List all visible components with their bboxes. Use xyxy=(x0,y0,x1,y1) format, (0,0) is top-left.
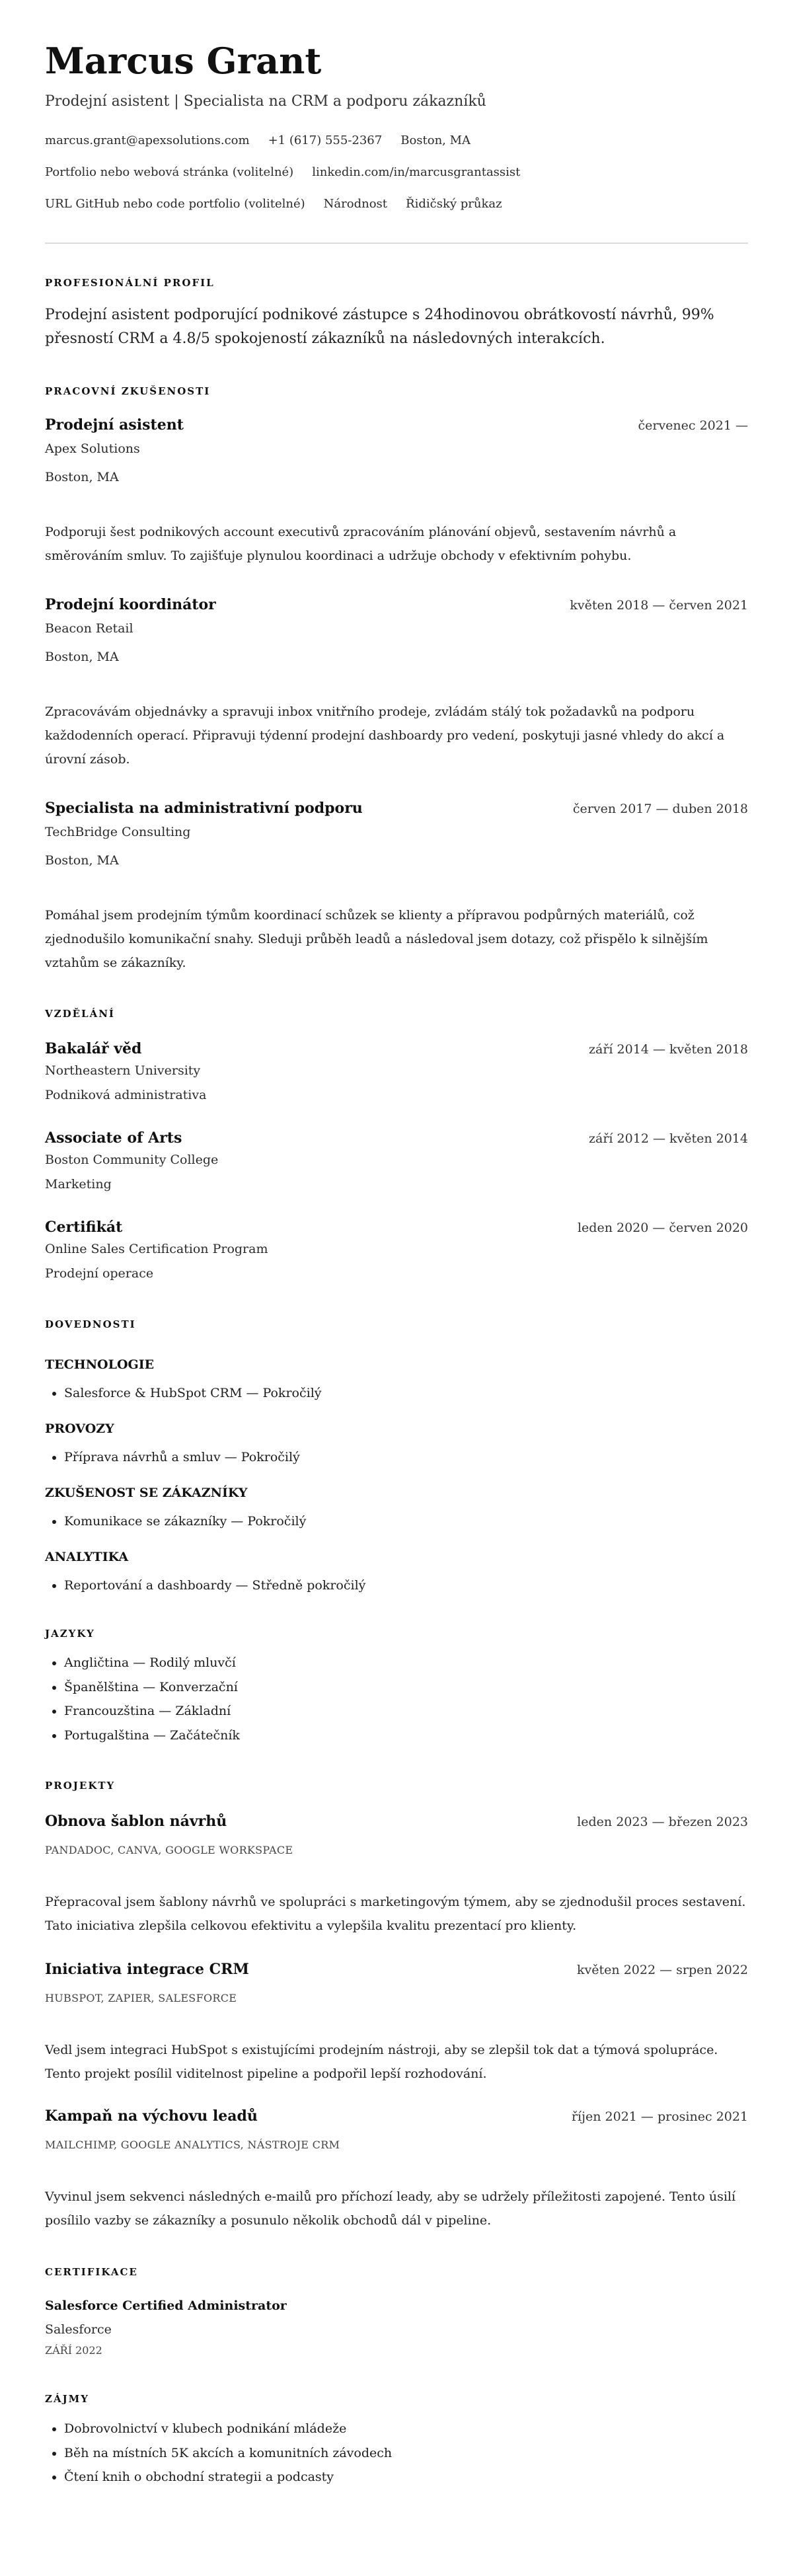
job-description: Podporuji šest podnikových account executivů zpracováním plánování objevů, sestavením návrhů a směrováním smluv. To zajišťuje plynulou koordinaci a udržuje obchody v efektivním pohybu. xyxy=(45,525,677,563)
email-link[interactable]: marcus.grant@apexsolutions.com xyxy=(45,133,250,147)
skill-category xyxy=(45,1356,748,1403)
interest-item: • Běh na místních 5K akcích a komunitních závodech xyxy=(64,2441,748,2466)
job-entry xyxy=(45,415,748,568)
job-location: Boston, MA xyxy=(45,650,119,664)
header-divider xyxy=(45,243,748,244)
nationality: Národnost xyxy=(323,197,388,211)
certification-name: Salesforce Certified Administrator xyxy=(45,2298,287,2313)
education-dates: září 2012 — květen 2014 xyxy=(589,1131,748,1146)
portfolio-link[interactable]: Portfolio nebo webová stránka (volitelné) xyxy=(45,165,294,179)
section-heading: JAZYKY xyxy=(45,1628,95,1640)
contact-info xyxy=(45,125,748,220)
degree: Bakalář věd xyxy=(45,1040,142,1057)
job-dates: červen 2017 — duben 2018 xyxy=(572,802,748,816)
skill-category-name: ZKUŠENOST SE ZÁKAZNÍKY xyxy=(45,1486,248,1500)
contact-line xyxy=(45,157,748,188)
project-tech: HUBSPOT, ZAPIER, SALESFORCE xyxy=(45,1992,237,2004)
project-title: Iniciativa integrace CRM xyxy=(45,1961,249,1978)
section-heading: CERTIFIKACE xyxy=(45,2266,138,2278)
field-of-study: Marketing xyxy=(45,1177,112,1192)
project-entry xyxy=(45,1959,748,2086)
contact-line xyxy=(45,125,748,157)
certification-entry xyxy=(45,2297,748,2359)
job-location: Boston, MA xyxy=(45,470,119,484)
education-entry xyxy=(45,1128,748,1197)
linkedin-link[interactable]: linkedin.com/in/marcusgrantassist xyxy=(312,165,521,179)
field-of-study: Prodejní operace xyxy=(45,1266,154,1281)
contact-line xyxy=(45,188,748,220)
language-item: • Angličtina — Rodilý mluvčí xyxy=(64,1651,748,1675)
project-description: Vyvinul jsem sekvenci následných e-mailů pro příchozí leady, aby se udržely příležitosti zapojené. Tento úsilí posílilo vazby se zákazníky a posunulo několik obchodů dál v pipeline. xyxy=(45,2189,736,2228)
education-section xyxy=(45,1007,748,1286)
section-heading: DOVEDNOSTI xyxy=(45,1318,136,1330)
education-dates: leden 2020 — červen 2020 xyxy=(577,1221,748,1235)
candidate-headline: Prodejní asistent | Specialista na CRM a podporu zákazníků xyxy=(45,93,486,110)
section-heading: VZDĚLÁNÍ xyxy=(45,1008,115,1020)
projects-section xyxy=(45,1779,748,2232)
language-item: • Francouzština — Základní xyxy=(64,1699,748,1724)
section-heading: PROJEKTY xyxy=(45,1780,116,1792)
skill-item: • Reportování a dashboardy — Středně pokročilý xyxy=(64,1575,748,1595)
project-tech: PANDADOC, CANVA, GOOGLE WORKSPACE xyxy=(45,1844,293,1856)
education-dates: září 2014 — květen 2018 xyxy=(589,1042,748,1057)
degree: Certifikát xyxy=(45,1219,123,1236)
project-tech: MAILCHIMP, GOOGLE ANALYTICS, NÁSTROJE CRM xyxy=(45,2139,340,2151)
section-heading: PRACOVNÍ ZKUŠENOSTI xyxy=(45,385,211,397)
skill-category-name: TECHNOLOGIE xyxy=(45,1357,155,1372)
section-heading: ZÁJMY xyxy=(45,2393,89,2405)
location: Boston, MA xyxy=(400,133,471,147)
field-of-study: Podniková administrativa xyxy=(45,1088,207,1102)
project-description: Vedl jsem integraci HubSpot s existujícími prodejním nástroji, aby se zlepšil tok dat a týmová spolupráce. Tento projekt posílil viditelnost pipeline a podpořil lepší rozhodování. xyxy=(45,2043,718,2081)
skill-category-name: PROVOZY xyxy=(45,1421,114,1436)
job-title: Specialista na administrativní podporu xyxy=(45,800,363,817)
experience-section xyxy=(45,385,748,975)
language-item: • Portugalština — Začátečník xyxy=(64,1724,748,1748)
job-location: Boston, MA xyxy=(45,853,119,868)
skill-category xyxy=(45,1548,748,1595)
profile-summary: Prodejní asistent podporující podnikové zástupce s 24hodinovou obrátkovostí návrhů, 99% přesností CRM a 4.8/5 spokojeností zákazníků na následovných interakcích. xyxy=(45,307,714,347)
languages-section xyxy=(45,1627,748,1747)
project-description: Přepracoval jsem šablony návrhů ve spolupráci s marketingovým týmem, aby se zjednodušil proces sestavení. Tato iniciativa zlepšila celkovou efektivitu a vylepšila kvalitu prezentací pro klienty. xyxy=(45,1895,746,1933)
drivers-license: Řidičský průkaz xyxy=(406,197,502,211)
job-company: TechBridge Consulting xyxy=(45,825,191,839)
resume-header xyxy=(45,41,748,220)
candidate-name: Marcus Grant xyxy=(45,40,322,82)
school: Online Sales Certification Program xyxy=(45,1242,268,1256)
education-entry xyxy=(45,1039,748,1108)
certification-issuer: Salesforce xyxy=(45,2322,112,2337)
job-dates: květen 2018 — červen 2021 xyxy=(570,598,748,613)
interests-section xyxy=(45,2392,748,2489)
skill-item: • Komunikace se zákazníky — Pokročilý xyxy=(64,1511,748,1531)
job-title: Prodejní koordinátor xyxy=(45,596,216,613)
section-heading: PROFESIONÁLNÍ PROFIL xyxy=(45,277,215,289)
job-company: Beacon Retail xyxy=(45,621,133,636)
job-title: Prodejní asistent xyxy=(45,416,184,434)
project-title: Kampaň na výchovu leadů xyxy=(45,2107,258,2125)
interest-item: • Čtení knih o obchodní strategii a podcasty xyxy=(64,2465,748,2489)
skill-category xyxy=(45,1484,748,1531)
certifications-section xyxy=(45,2265,748,2359)
skill-item: • Příprava návrhů a smluv — Pokročilý xyxy=(64,1447,748,1467)
degree: Associate of Arts xyxy=(45,1129,182,1147)
resume xyxy=(0,41,793,2489)
skill-item: • Salesforce & HubSpot CRM — Pokročilý xyxy=(64,1383,748,1403)
project-entry xyxy=(45,1811,748,1938)
skills-section xyxy=(45,1318,748,1595)
job-description: Zpracovávám objednávky a spravuji inbox vnitřního prodeje, zvládám stálý tok požadavků na podporu každodenních operací. Připravuji týdenní prodejní dashboardy pro vedení, poskytuji jasné vhledy do akcí a úrovní zásob. xyxy=(45,704,725,767)
certification-date: ZÁŘÍ 2022 xyxy=(45,2344,102,2357)
project-dates: leden 2023 — březen 2023 xyxy=(577,1815,748,1829)
language-item: • Španělština — Konverzační xyxy=(64,1675,748,1700)
education-entry xyxy=(45,1217,748,1286)
job-dates: červenec 2021 — xyxy=(638,418,748,433)
job-description: Pomáhal jsem prodejním týmům koordinací schůzek se klienty a přípravou podpůrných materiálů, což zjednodušilo komunikační snahy. Sleduji průběh leadů a následoval jsem dotazy, což přispělo k silnějším vztahům se zákazníky. xyxy=(45,908,708,970)
skill-category xyxy=(45,1420,748,1467)
job-entry xyxy=(45,595,748,771)
interest-item: • Dobrovolnictví v klubech podnikání mládeže xyxy=(64,2417,748,2441)
project-title: Obnova šablon návrhů xyxy=(45,1813,227,1830)
project-entry xyxy=(45,2106,748,2232)
github-link[interactable]: URL GitHub nebo code portfolio (volitelné) xyxy=(45,197,305,211)
school: Northeastern University xyxy=(45,1063,201,1078)
school: Boston Community College xyxy=(45,1153,219,1167)
phone[interactable]: +1 (617) 555-2367 xyxy=(268,133,383,147)
project-dates: květen 2022 — srpen 2022 xyxy=(577,1963,748,1977)
job-company: Apex Solutions xyxy=(45,441,140,456)
profile-section xyxy=(45,276,748,351)
project-dates: říjen 2021 — prosinec 2021 xyxy=(571,2109,748,2124)
skill-category-name: ANALYTIKA xyxy=(45,1550,129,1564)
job-entry xyxy=(45,798,748,975)
